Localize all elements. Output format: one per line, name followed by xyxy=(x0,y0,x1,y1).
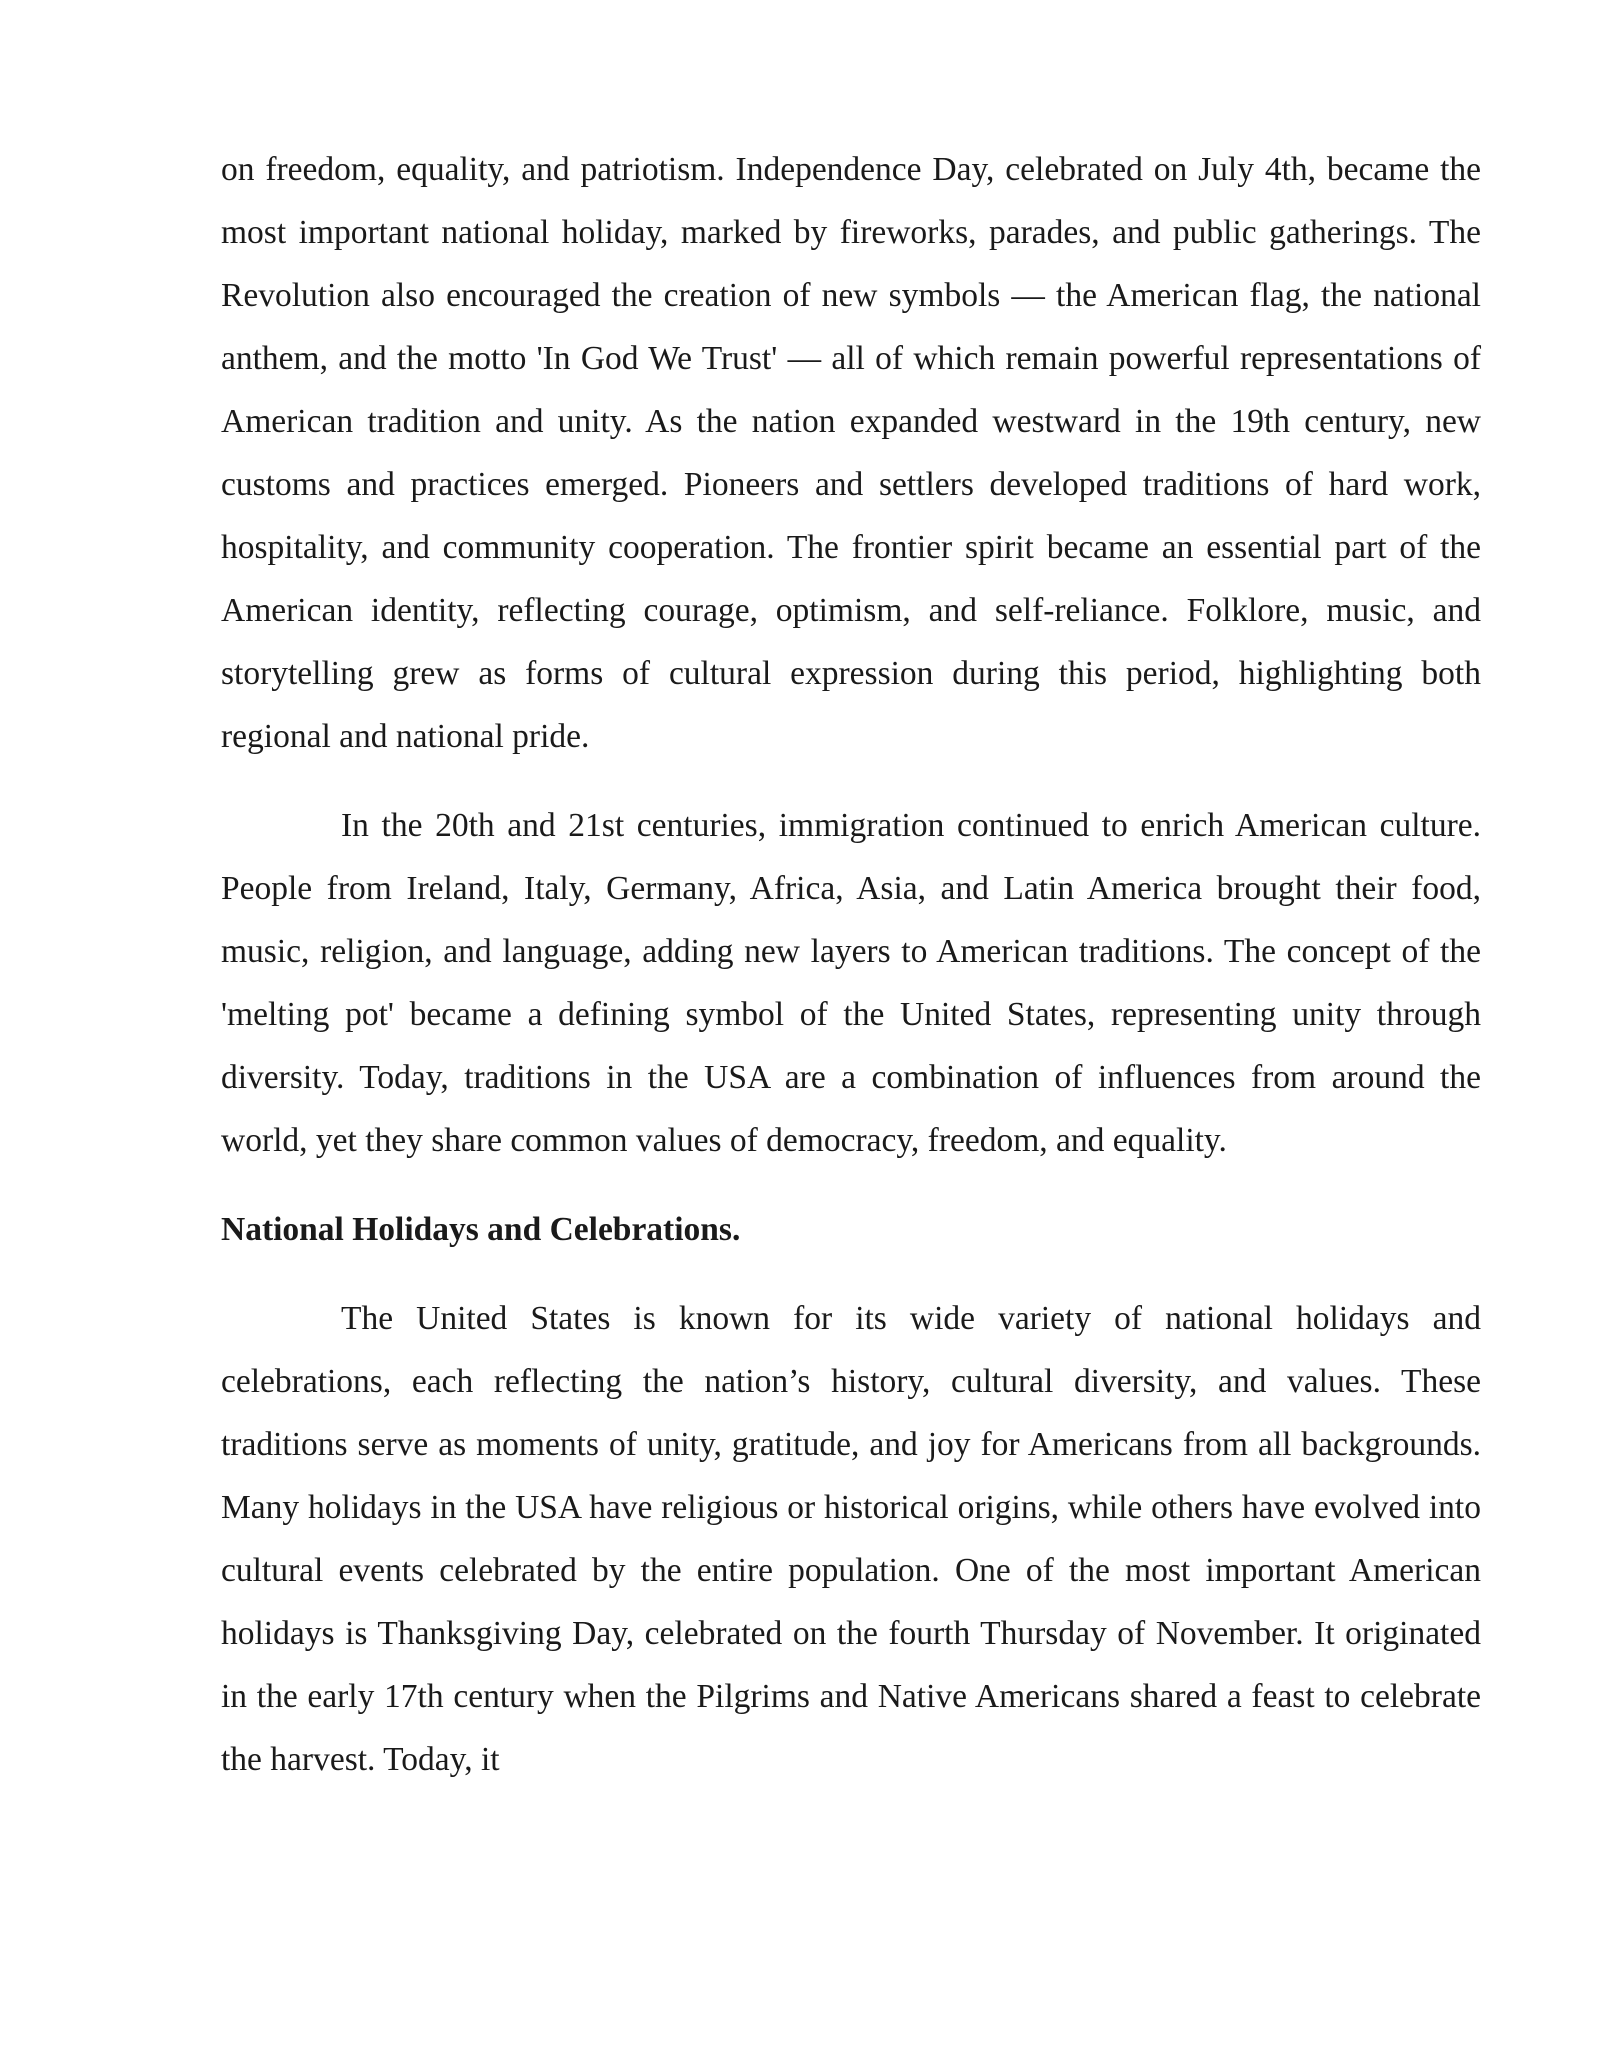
paragraph-revolution-and-frontier: on freedom, equality, and patriotism. Independence Day, celebrated on July 4th, became the most important national holiday, marked by fireworks, parades, and public gatherings. The Revolution also encouraged the creation of new symbols — the American flag, the national anthem, and the motto 'In God We Trust' — all of which remain powerful representations of American tradition and unity. As the nation expanded westward in the 19th century, new customs and practices emerged. Pioneers and settlers developed traditions of hard work, hospitality, and community cooperation. The frontier spirit became an essential part of the American identity, reflecting courage, optimism, and self-reliance. Folklore, music, and storytelling grew as forms of cultural expression during this period, highlighting both regional and national pride. xyxy=(221,151,1481,755)
paragraph-national-holidays: The United States is known for its wide variety of national holidays and celebrations, each reflecting the nation’s history, cultural diversity, and values. These traditions serve as moments of unity, gratitude, and joy for Americans from all backgrounds. Many holidays in the USA have religious or historical origins, while others have evolved into cultural events celebrated by the entire population. One of the most important American holidays is Thanksgiving Day, celebrated on the fourth Thursday of November. It originated in the early 17th century when the Pilgrims and Native Americans shared a feast to celebrate the harvest. Today, it xyxy=(221,1300,1481,1778)
paragraph-immigration: In the 20th and 21st centuries, immigration continued to enrich American culture. People from Ireland, Italy, Germany, Africa, Asia, and Latin America brought their food, music, religion, and language, adding new layers to American traditions. The concept of the 'melting pot' became a defining symbol of the United States, representing unity through diversity. Today, traditions in the USA are a combination of influences from around the world, yet they share common values of democracy, freedom, and equality. xyxy=(221,807,1481,1159)
section-heading: National Holidays and Celebrations. xyxy=(221,1211,741,1248)
document-body xyxy=(221,138,1481,1791)
